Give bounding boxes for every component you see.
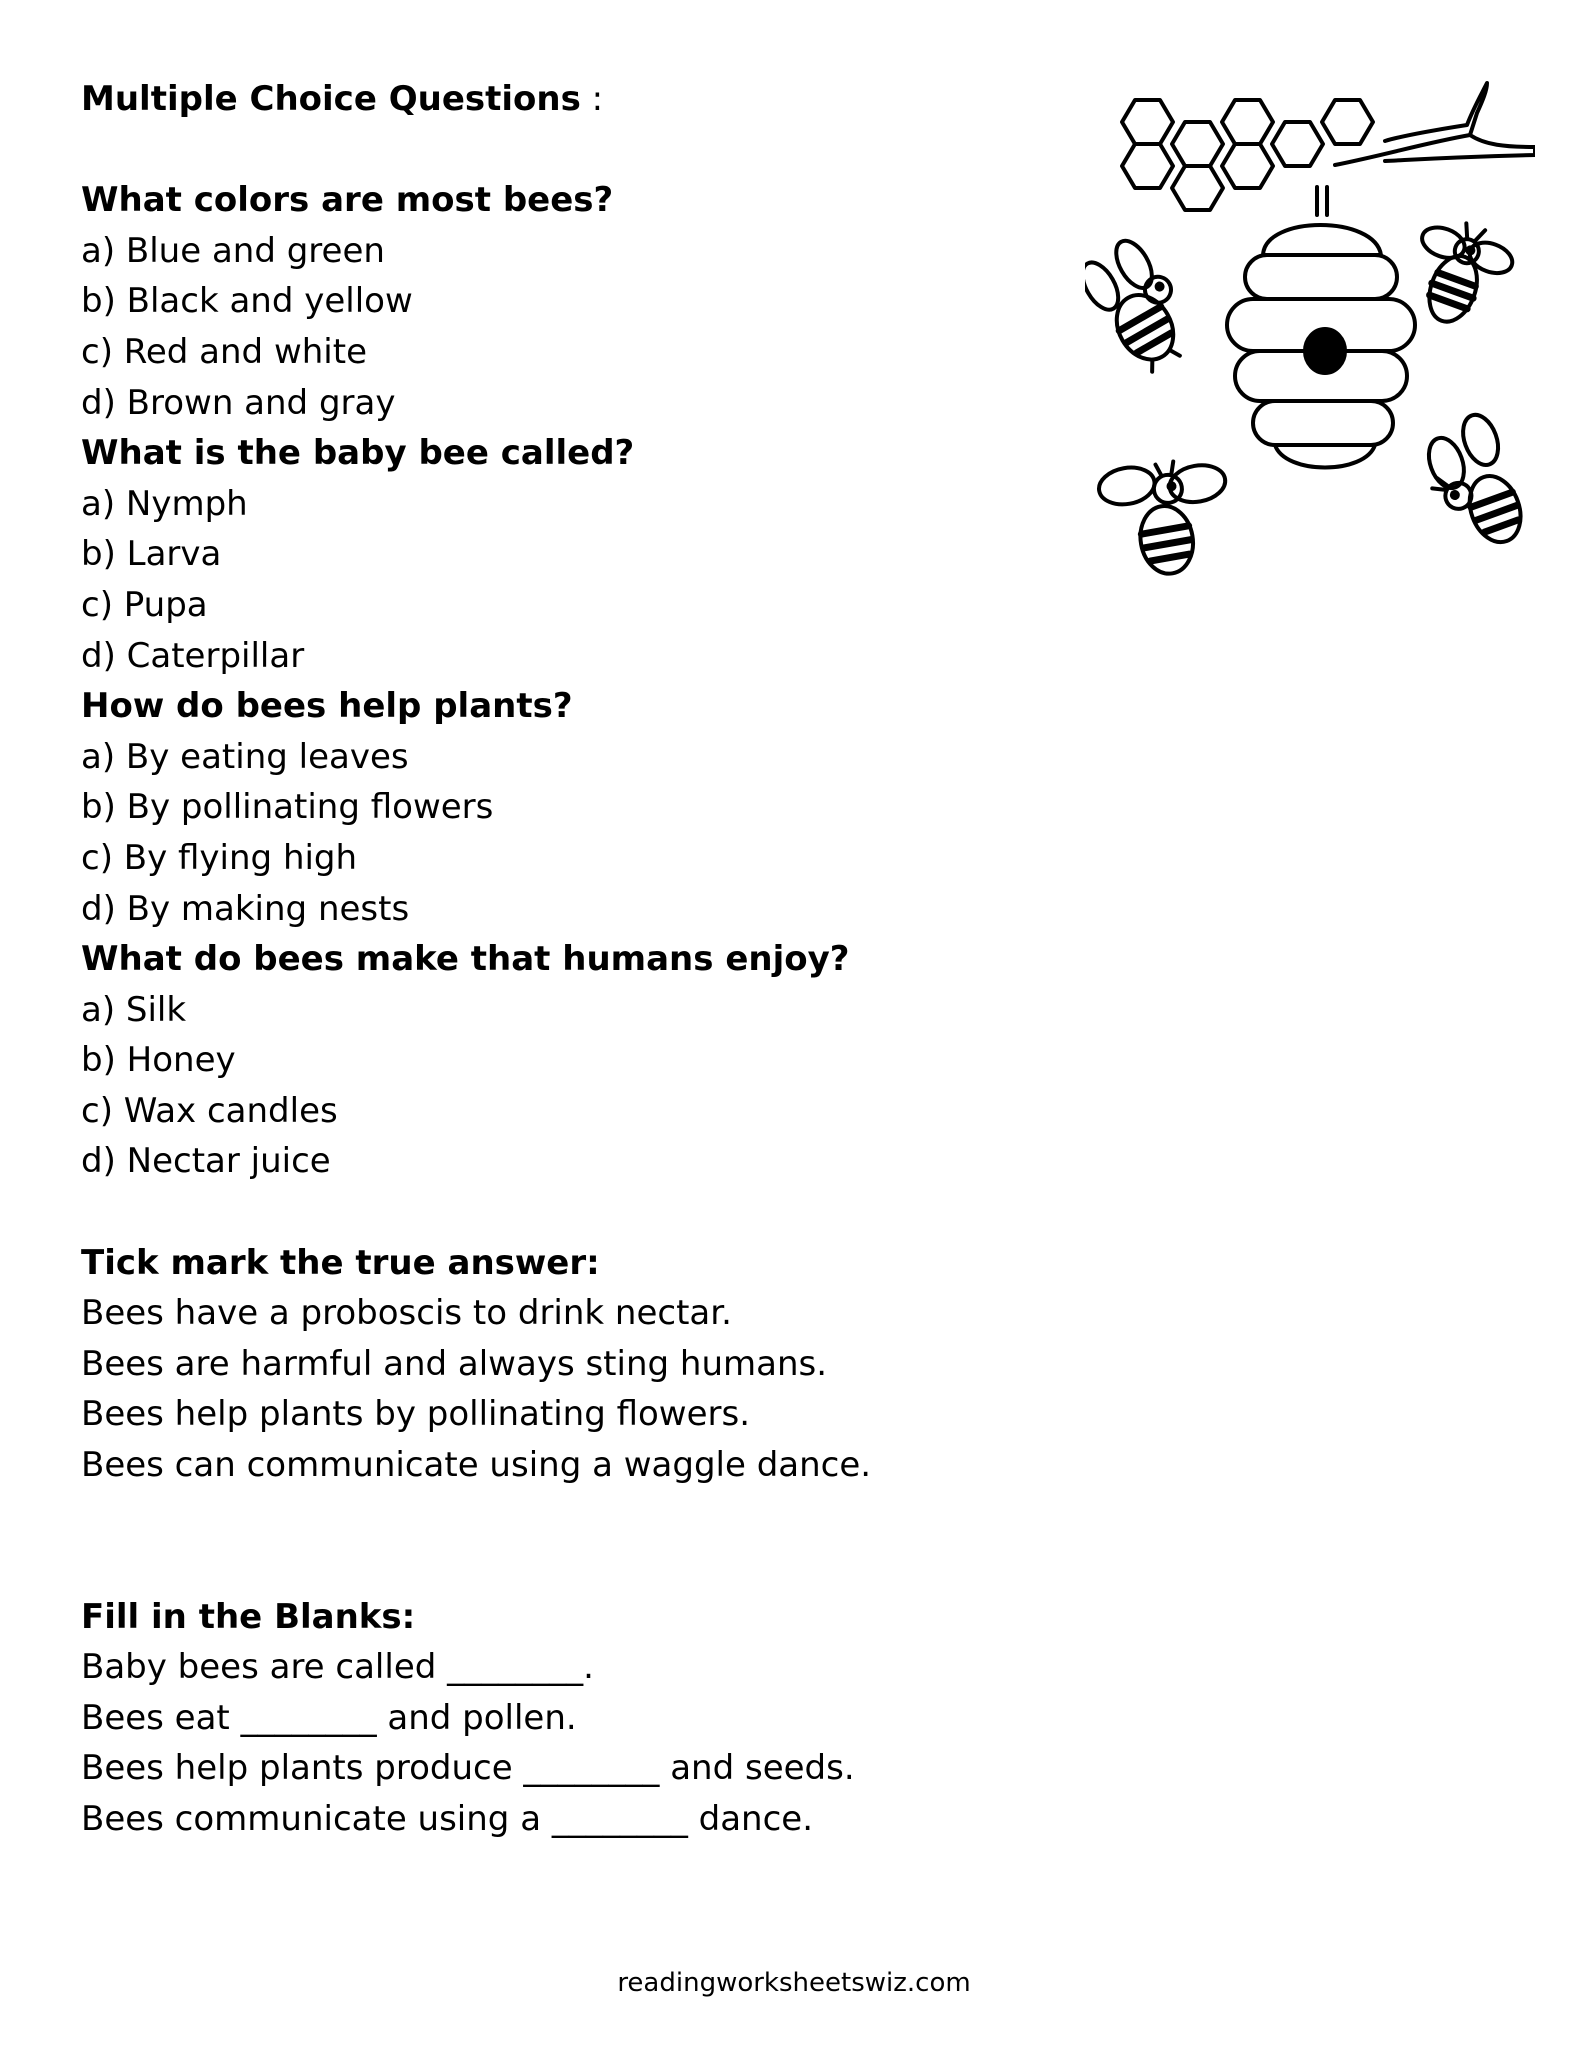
fill-heading: Fill in the Blanks: xyxy=(81,1596,416,1637)
mcq-option: a) Silk xyxy=(81,989,187,1030)
mcq-question: How do bees help plants? xyxy=(81,686,573,727)
honeycomb-icon xyxy=(1122,100,1373,210)
fill-statement: Baby bees are called ________. xyxy=(81,1647,594,1688)
mcq-option: c) Red and white xyxy=(81,331,367,372)
spacer xyxy=(81,125,1081,176)
mcq-option: b) Larva xyxy=(81,534,222,575)
mcq-option: a) By eating leaves xyxy=(81,736,409,777)
mcq-option: a) Nymph xyxy=(81,483,248,524)
fill-statement: Bees help plants produce ________ and seeds. xyxy=(81,1748,855,1789)
spacer xyxy=(81,1491,1081,1592)
mcq-option: a) Blue and green xyxy=(81,230,385,271)
tick-heading: Tick mark the true answer: xyxy=(81,1242,600,1283)
mcq-option: d) By making nests xyxy=(81,888,410,929)
bee-icon xyxy=(1085,231,1203,379)
bee-icon xyxy=(1413,410,1531,559)
tick-statement: Bees are harmful and always sting humans. xyxy=(81,1343,828,1384)
mcq-option: d) Nectar juice xyxy=(81,1141,331,1182)
beehive-with-bees-icon xyxy=(1085,75,1535,595)
mcq-question: What is the baby bee called? xyxy=(81,433,635,474)
mcq-option: c) Wax candles xyxy=(81,1090,338,1131)
beehive-icon xyxy=(1227,225,1415,468)
section-title-text: Multiple Choice Questions xyxy=(81,79,581,119)
mcq-option: b) By pollinating flowers xyxy=(81,787,494,828)
worksheet-content xyxy=(81,74,1081,1845)
mcq-option: b) Black and yellow xyxy=(81,281,413,322)
mcq-question: What colors are most bees? xyxy=(81,180,614,221)
mcq-option: c) Pupa xyxy=(81,584,208,625)
fill-statement: Bees eat ________ and pollen. xyxy=(81,1697,577,1738)
section-title-suffix: : xyxy=(580,79,604,119)
tick-statement: Bees have a proboscis to drink nectar. xyxy=(81,1293,732,1334)
branch-icon xyxy=(1335,83,1535,165)
mcq-option: d) Brown and gray xyxy=(81,382,396,423)
mcq-option: c) By flying high xyxy=(81,837,358,878)
fill-statement: Bees communicate using a ________ dance. xyxy=(81,1799,814,1839)
tick-statement: Bees help plants by pollinating flowers. xyxy=(81,1394,751,1435)
spacer xyxy=(81,1187,1081,1238)
footer-website: readingworksheetswiz.com xyxy=(617,1968,971,1998)
bee-icon xyxy=(1096,451,1240,583)
hive-stem-icon xyxy=(1317,187,1327,215)
mcq-question: What do bees make that humans enjoy? xyxy=(81,939,850,980)
section-title xyxy=(81,74,1081,125)
mcq-option: b) Honey xyxy=(81,1040,236,1081)
tick-statement: Bees can communicate using a waggle dance. xyxy=(81,1445,872,1486)
mcq-option: d) Caterpillar xyxy=(81,635,305,676)
